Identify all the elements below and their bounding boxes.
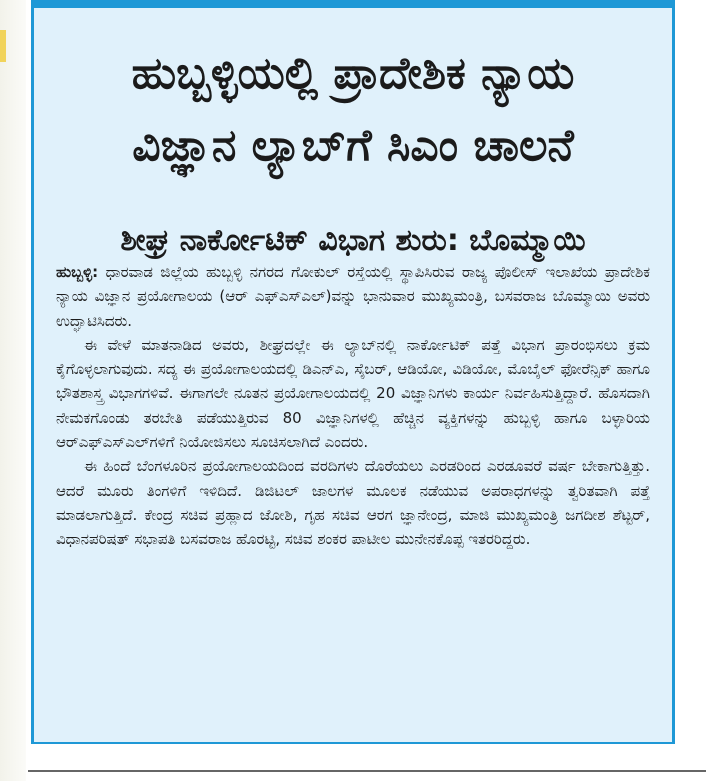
dateline: ಹುಬ್ಬಳ್ಳಿ:: [56, 263, 99, 281]
headline-line-1: ಹುಬ್ಬಳ್ಳಿಯಲ್ಲಿ ಪ್ರಾದೇಶಿಕ ನ್ಯಾಯ: [131, 48, 575, 99]
paragraph-1-text: ಧಾರವಾಡ ಜಿಲ್ಲೆಯ ಹುಬ್ಬಳ್ಳಿ ನಗರದ ಗೋಕುಲ್ ರಸ್ತೆಯಲ್ಲಿ ಸ್ಥಾಪಿಸಿರುವ ರಾಜ್ಯ ಪೊಲೀಸ್ ಇಲಾಖೆಯ ಪ್ರಾದೇಶಿಕ ನ್ಯಾಯ ವಿಜ್ಞಾನ ಪ್ರಯೋಗಾಲಯ (ಆರ್ ಎಫ್‌ಎಸ್‌ಎಲ್)ವನ್ನು ಭಾನುವಾರ ಮುಖ್ಯಮಂತ್ರಿ, ಬಸವರಾಜ ಬೊಮ್ಮಾಯಿ ಅವರು ಉದ್ಘಾಟಿಸಿದರು.: [56, 263, 650, 330]
paragraph-2: ಈ ವೇಳೆ ಮಾತನಾಡಿದ ಅವರು, ಶೀಘ್ರದಲ್ಲೇ ಈ ಲ್ಯಾಬ್‌ನಲ್ಲಿ ನಾರ್ಕೋಟಿಕ್ ಪತ್ತೆ ವಿಭಾಗ ಪ್ರಾರಂಭಿಸಲು ಕ್ರಮ ಕೈಗೊಳ್ಳಲಾಗುವುದು. ಸದ್ಯ ಈ ಪ್ರಯೋಗಾಲಯದಲ್ಲಿ ಡಿಎನ್‌ಎ, ಸೈಬರ್, ಆಡಿಯೋ, ವಿಡಿಯೋ, ಮೊಬೈಲ್ ಫೋರೆನ್ಸಿಕ್ ಹಾಗೂ ಭೌತಶಾಸ್ತ್ರ ವಿಭಾಗಗಳಿವೆ. ಈಗಾಗಲೇ ನೂತನ ಪ್ರಯೋಗಾಲಯದಲ್ಲಿ 20 ವಿಜ್ಞಾನಿಗಳು ಕಾರ್ಯ ನಿರ್ವಹಿಸುತ್ತಿದ್ದಾರೆ. ಹೊಸದಾಗಿ ನೇಮಕಗೊಂಡು ತರಬೇತಿ ಪಡೆಯುತ್ತಿರುವ 80 ವಿಜ್ಞಾನಿಗಳಲ್ಲಿ ಹೆಚ್ಚಿನ ವ್ಯಕ್ತಿಗಳನ್ನು ಹುಬ್ಬಳ್ಳಿ ಹಾಗೂ ಬಳ್ಳಾರಿಯ ಆರ್‌ಎಫ್‌ಎಸ್‌ಎಲ್‌ಗಳಿಗೆ ನಿಯೋಜಿಸಲು ಸೂಚಿಸಲಾಗಿದೆ ಎಂದರು.: [56, 335, 650, 452]
article-body: [56, 260, 650, 552]
headline-line-2: ವಿಜ್ಞಾನ ಲ್ಯಾಬ್‌ಗೆ ಸಿಎಂ ಚಾಲನೆ: [132, 120, 574, 171]
margin-color-mark: [0, 30, 6, 62]
subheadline: ಶೀಘ್ರ ನಾರ್ಕೋಟಿಕ್ ವಿಭಾಗ ಶುರು: ಬೊಮ್ಮಾಯಿ: [120, 222, 586, 258]
news-article-clipping: [31, 0, 675, 744]
paragraph-3: ಈ ಹಿಂದೆ ಬೆಂಗಳೂರಿನ ಪ್ರಯೋಗಾಲಯದಿಂದ ವರದಿಗಳು ದೊರೆಯಲು ಎರಡರಿಂದ ಎರಡೂವರೆ ವರ್ಷ ಬೇಕಾಗುತ್ತಿತ್ತು. ಆದರೆ ಮೂರು ತಿಂಗಳಿಗೆ ಇಳಿದಿದೆ. ಡಿಜಿಟಲ್ ಜಾಲಗಳ ಮೂಲಕ ನಡೆಯುವ ಅಪರಾಧಗಳನ್ನು ತ್ವರಿತವಾಗಿ ಪತ್ತೆ ಮಾಡಲಾಗುತ್ತಿದೆ. ಕೇಂದ್ರ ಸಚಿವ ಪ್ರಹ್ಲಾದ ಜೋಶಿ, ಗೃಹ ಸಚಿವ ಆರಗ ಜ್ಞಾನೇಂದ್ರ, ಮಾಜಿ ಮುಖ್ಯಮಂತ್ರಿ ಜಗದೀಶ ಶೆಟ್ಟರ್, ವಿಧಾನಪರಿಷತ್ ಸಭಾಪತಿ ಬಸವರಾಜ ಹೊರಟ್ಟಿ, ಸಚಿವ ಶಂಕರ ಪಾಟೀಲ ಮುನೇನಕೊಪ್ಪ ಇತರರಿದ್ದರು.: [56, 457, 650, 549]
page-divider: [28, 770, 706, 772]
paragraph-1: [56, 260, 650, 333]
page-margin: [0, 0, 26, 781]
